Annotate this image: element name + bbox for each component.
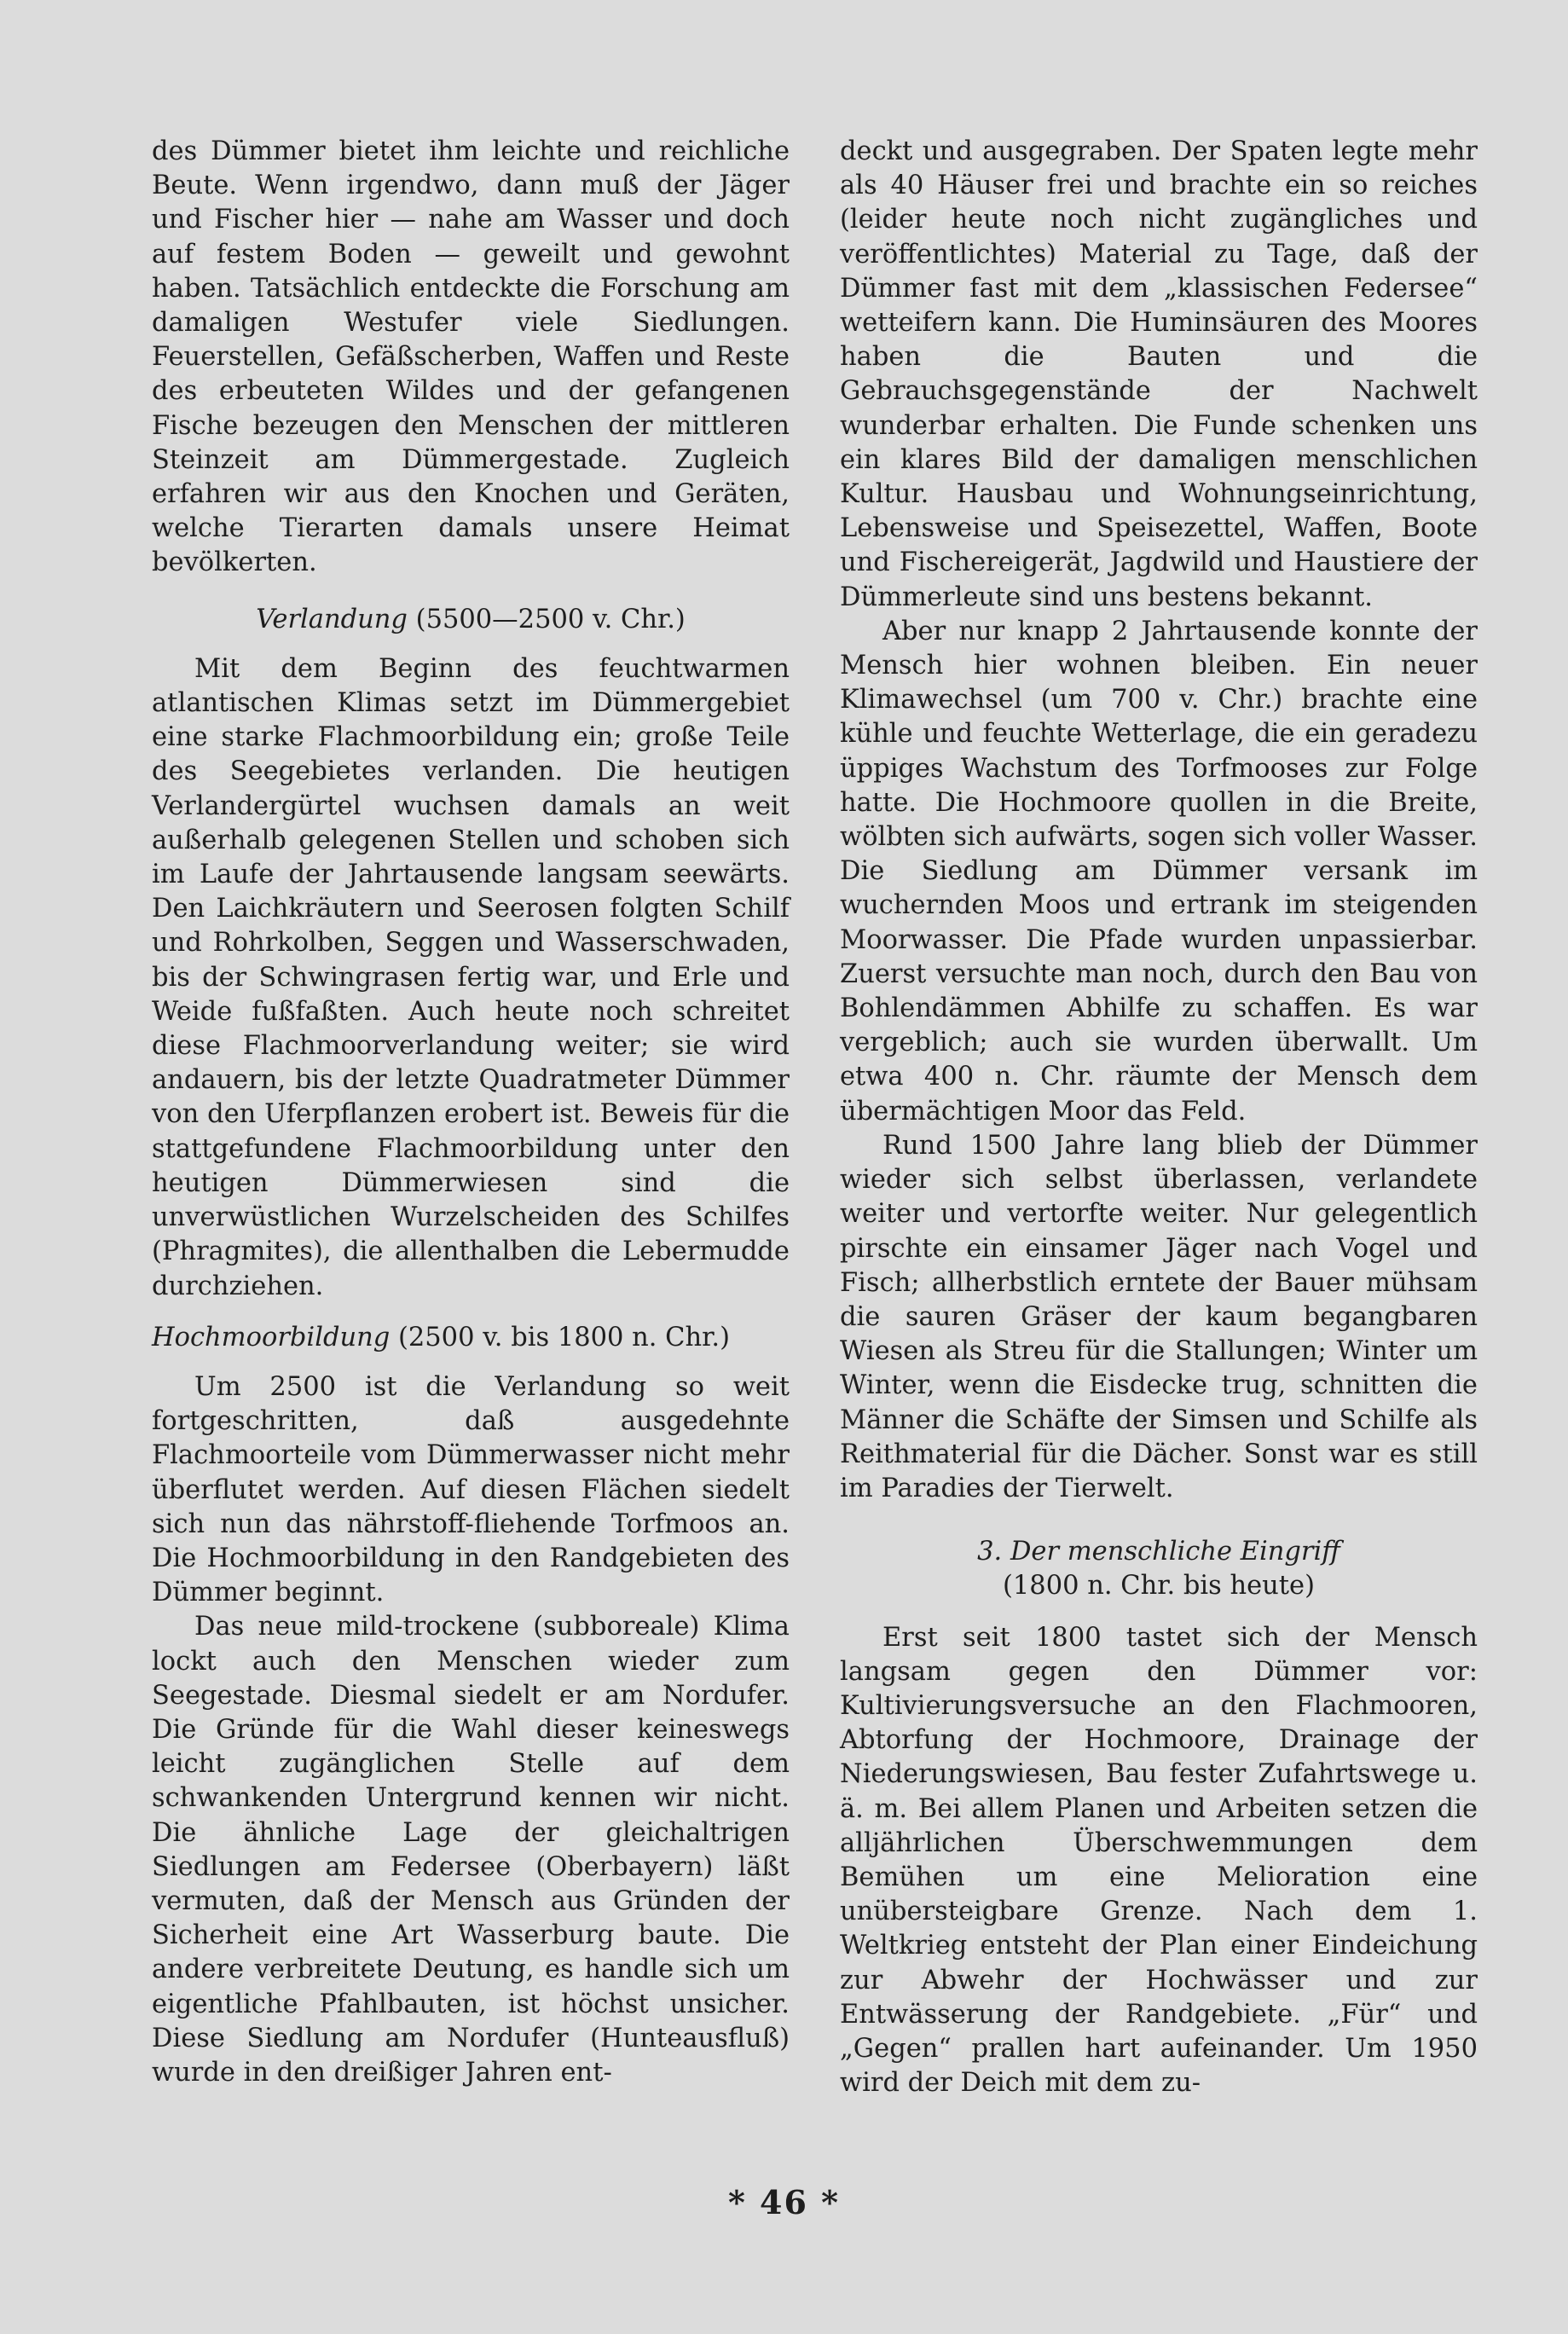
heading-italic: 3. Der menschliche Eingriff xyxy=(977,1537,1340,1567)
section-heading-eingriff-dates: (1800 n. Chr. bis heute) xyxy=(1002,1571,1315,1601)
paragraph: Erst seit 1800 tastet sich der Mensch langsam gegen den Dümmer vor: Kultivierungsversuche an den Flachmooren, Abtorfung der Hochmoore, Drainage der Niederungswiesen, Bau fester Zufahrtswege u. ä. m. Bei allem Planen und Arbeiten setzen die alljährlichen Überschwemmungen dem Bemühen um eine Melioration eine unübersteigbare Grenze. Nach dem 1. Weltkrieg entsteht der Plan einer Eindeichung zur Abwehr der Hochwässer und zur Entwässerung der Randgebiete. „Für“ und „Gegen“ prallen hart aufeinander. Um 1950 wird der Deich mit dem zu- xyxy=(840,1622,1478,2099)
heading-dates: (5500—2500 v. Chr.) xyxy=(407,604,686,634)
section-heading-hochmoorbildung xyxy=(152,1321,790,1355)
left-column xyxy=(152,135,790,2090)
paragraph: Rund 1500 Jahre lang blieb der Dümmer wieder sich selbst überlassen, verlandete weiter und vertorfte weiter. Nur gelegentlich pirschte ein einsamer Jäger nach Vogel und Fisch; allherbstlich erntete der Bauer mühsam die sauren Gräser der kaum begangbaren Wiesen als Streu für die Stallungen; Winter um Winter, wenn die Eisdecke trug, schnitten die Männer die Schäfte der Simsen und Schilfe als Reithmaterial für die Dächer. Sonst war es still im Paradies der Tierwelt. xyxy=(840,1130,1478,1503)
section-heading-verlandung xyxy=(152,603,790,637)
heading-italic: Hochmoorbildung xyxy=(152,1322,391,1352)
heading-dates: (2500 v. bis 1800 n. Chr.) xyxy=(390,1322,730,1352)
page-number: * 46 * xyxy=(727,2183,841,2221)
paragraph: Aber nur knapp 2 Jahrtausende konnte der Mensch hier wohnen bleiben. Ein neuer Klimawechsel (um 700 v. Chr.) brachte eine kühle und feuchte Wetterlage, die ein geradezu üppiges Wachstum des Torfmooses zur Folge hatte. Die Hochmoore quollen in die Breite, wölbten sich aufwärts, sogen sich voller Wasser. Die Siedlung am Dümmer versank im wuchernden Moos und ertrank im steigenden Moorwasser. Die Pfade wurden unpassierbar. Zuerst versuchte man noch, durch den Bau von Bohlendämmen Abhilfe zu schaffen. Es war vergeblich; auch sie wurden überwallt. Um etwa 400 n. Chr. räumte der Mensch dem übermächtigen Moor das Feld. xyxy=(840,616,1478,1126)
right-column xyxy=(840,135,1478,2100)
heading-italic: Verlandung xyxy=(256,604,408,634)
paragraph: deckt und ausgegraben. Der Spaten legte mehr als 40 Häuser frei und brachte ein so reiches (leider heute noch nicht zugängliches und veröffentlichtes) Material zu Tage, daß der Dümmer fast mit dem „klassischen Federsee“ wetteifern kann. Die Huminsäuren des Moores haben die Bauten und die Gebrauchsgegenstände der Nachwelt wunderbar erhalten. Die Funde schenken uns ein klares Bild der damaligen menschlichen Kultur. Hausbau und Wohnungseinrichtung, Lebensweise und Speisezettel, Waffen, Boote und Fischereigerät, Jagdwild und Haustiere der Dümmerleute sind uns bestens bekannt. xyxy=(840,136,1478,612)
section-heading-eingriff xyxy=(840,1535,1478,1569)
paragraph: Das neue mild-trockene (subboreale) Klima lockt auch den Menschen wieder zum Seegestade. Diesmal siedelt er am Nordufer. Die Gründe für die Wahl dieser keineswegs leicht zugänglichen Stelle auf dem schwankenden Untergrund kennen wir nicht. Die ähnliche Lage der gleichaltrigen Siedlungen am Federsee (Oberbayern) läßt vermuten, daß der Mensch aus Gründen der Sicherheit eine Art Wasserburg baute. Die andere verbreitete Deutung, es handle sich um eigentliche Pfahlbauten, ist höchst unsicher. Diese Siedlung am Nordufer (Hunteausfluß) wurde in den dreißiger Jahren ent- xyxy=(152,1612,790,2088)
paragraph: des Dümmer bietet ihm leichte und reichliche Beute. Wenn irgendwo, dann muß der Jäger und Fischer hier — nahe am Wasser und doch auf festem Boden — geweilt und gewohnt haben. Tatsächlich entdeckte die Forschung am damaligen Westufer viele Siedlungen. Feuerstellen, Gefäßscherben, Waffen und Reste des erbeuteten Wildes und der gefangenen Fische bezeugen den Menschen der mittleren Steinzeit am Dümmergestade. Zugleich erfahren wir aus den Knochen und Geräten, welche Tierarten damals unsere Heimat bevölkerten. xyxy=(152,136,790,578)
paragraph: Mit dem Beginn des feuchtwarmen atlantischen Klimas setzt im Dümmergebiet eine starke Flachmoorbildung ein; große Teile des Seegebietes verlanden. Die heutigen Verlandergürtel wuchsen damals an weit außerhalb gelegenen Stellen und schoben sich im Laufe der Jahrtausende langsam seewärts. Den Laichkräutern und Seerosen folgten Schilf und Rohrkolben, Seggen und Wasserschwaden, bis der Schwingrasen fertig war, und Erle und Weide fußfaßten. Auch heute noch schreitet diese Flachmoorverlandung weiter; sie wird andauern, bis der letzte Quadratmeter Dümmer von den Uferpflanzen erobert ist. Beweis für die stattgefundene Flachmoorbildung unter den heutigen Dümmerwiesen sind die unverwüstlichen Wurzelscheiden des Schilfes (Phragmites), die allenthalben die Lebermudde durchziehen. xyxy=(152,653,790,1301)
paragraph: Um 2500 ist die Verlandung so weit fortgeschritten, daß ausgedehnte Flachmoorteile vom Dümmerwasser nicht mehr überflutet werden. Auf diesen Flächen siedelt sich nun das nährstoff-fliehende Torfmoos an. Die Hochmoorbildung in den Randgebieten des Dümmer beginnt. xyxy=(152,1371,790,1608)
